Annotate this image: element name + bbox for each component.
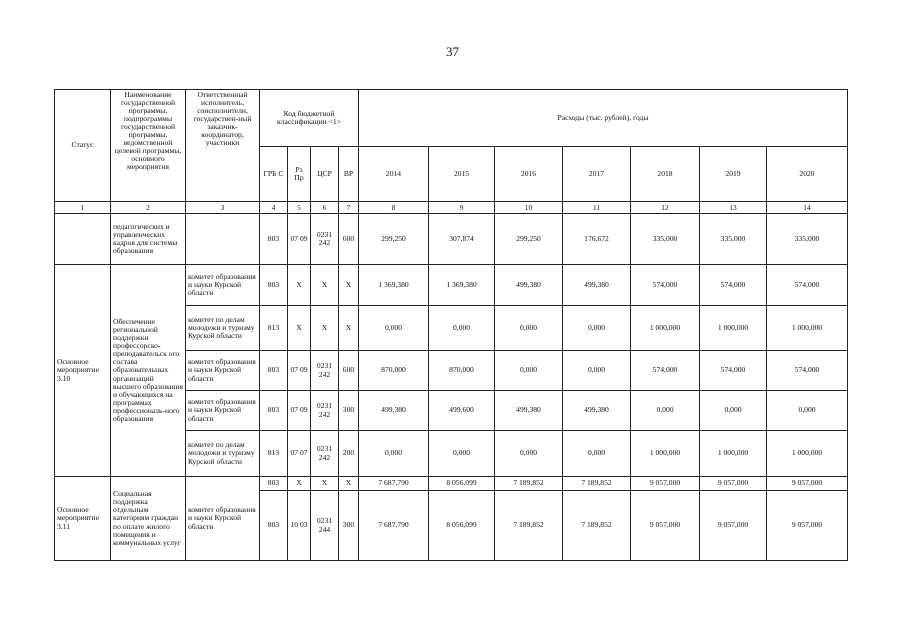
rzpr-cell: Х [288, 477, 311, 491]
header-year: 2014 [359, 147, 429, 202]
column-number: 11 [563, 202, 631, 214]
responsible-cell: комитет по делам молодежи и туризму Курской области [186, 306, 260, 351]
header-csr: ЦСР [311, 147, 339, 202]
value-cell: 7 189,852 [495, 477, 563, 491]
table-row [55, 477, 848, 491]
header-vr: ВР [339, 147, 359, 202]
vr-cell: 300 [339, 491, 359, 561]
value-cell: 0,000 [495, 306, 563, 351]
table-row [55, 214, 848, 265]
column-number: 6 [311, 202, 339, 214]
header-expenses: Расходы (тыс. рублей), годы [359, 90, 848, 147]
value-cell: 8 056,099 [429, 491, 495, 561]
value-cell: 1 000,000 [631, 431, 700, 477]
value-cell: 7 189,852 [563, 491, 631, 561]
page-number: 37 [446, 44, 459, 59]
responsible-cell: комитет образования и науки Курской области [186, 351, 260, 391]
vr-cell: 200 [339, 431, 359, 477]
value-cell: 499,600 [429, 391, 495, 431]
value-cell: 870,000 [429, 351, 495, 391]
vr-cell: 600 [339, 351, 359, 391]
value-cell: 7 687,790 [359, 491, 429, 561]
column-number: 5 [288, 202, 311, 214]
value-cell: 0,000 [359, 306, 429, 351]
name-cell: Обеспечение региональной поддержки профессорско-преподавательск ого состава образовательных организаций высшего образования и обучающихся на программах профессиональ-ного образования [111, 265, 186, 477]
value-cell: 574,000 [767, 265, 848, 306]
value-cell: 0,000 [429, 306, 495, 351]
value-cell: 7 189,852 [495, 491, 563, 561]
column-number: 12 [631, 202, 700, 214]
value-cell: 0,000 [495, 351, 563, 391]
value-cell: 0,000 [700, 391, 767, 431]
value-cell: 0,000 [767, 391, 848, 431]
responsible-cell: комитет образования и науки Курской области [186, 391, 260, 431]
vr-cell: 300 [339, 391, 359, 431]
value-cell: 0,000 [631, 391, 700, 431]
vr-cell: Х [339, 306, 359, 351]
value-cell: 499,380 [359, 391, 429, 431]
column-number: 13 [700, 202, 767, 214]
value-cell: 574,000 [631, 265, 700, 306]
csr-cell: Х [311, 477, 339, 491]
value-cell: 299,250 [495, 214, 563, 265]
value-cell: 499,380 [495, 265, 563, 306]
grbs-cell: 803 [260, 214, 288, 265]
value-cell: 870,000 [359, 351, 429, 391]
grbs-cell: 803 [260, 351, 288, 391]
grbs-cell: 803 [260, 265, 288, 306]
value-cell: 9 057,000 [767, 491, 848, 561]
value-cell: 0,000 [563, 306, 631, 351]
column-number: 8 [359, 202, 429, 214]
value-cell: 307,874 [429, 214, 495, 265]
value-cell: 9 057,000 [631, 477, 700, 491]
budget-table [54, 89, 848, 561]
header-status: Статус [55, 90, 111, 202]
status-cell [55, 214, 111, 265]
header-year: 2017 [563, 147, 631, 202]
vr-cell: 600 [339, 214, 359, 265]
value-cell: 1 369,380 [359, 265, 429, 306]
value-cell: 499,380 [563, 391, 631, 431]
grbs-cell: 813 [260, 431, 288, 477]
rzpr-cell: 07 07 [288, 431, 311, 477]
vr-cell: Х [339, 265, 359, 306]
column-number: 3 [186, 202, 260, 214]
responsible-cell [186, 214, 260, 265]
value-cell: 499,380 [563, 265, 631, 306]
header-budget-code: Код бюджетной классификации <1> [260, 90, 359, 147]
header-year: 2015 [429, 147, 495, 202]
column-number: 1 [55, 202, 111, 214]
value-cell: 574,000 [631, 351, 700, 391]
value-cell: 499,380 [495, 391, 563, 431]
table-row [55, 265, 848, 306]
vr-cell: Х [339, 477, 359, 491]
value-cell: 574,000 [767, 351, 848, 391]
value-cell: 574,000 [700, 351, 767, 391]
grbs-cell: 813 [260, 306, 288, 351]
value-cell: 299,250 [359, 214, 429, 265]
column-number: 2 [111, 202, 186, 214]
status-cell: Основное мероприятие 3.11 [55, 477, 111, 561]
value-cell: 0,000 [359, 431, 429, 477]
header-rzpr: Рз Пр [288, 147, 311, 202]
rzpr-cell: 10 03 [288, 491, 311, 561]
column-number: 14 [767, 202, 848, 214]
rzpr-cell: Х [288, 306, 311, 351]
column-number: 4 [260, 202, 288, 214]
value-cell: 176,672 [563, 214, 631, 265]
header-year: 2016 [495, 147, 563, 202]
value-cell: 1 369,380 [429, 265, 495, 306]
value-cell: 1 000,000 [700, 431, 767, 477]
value-cell: 1 000,000 [767, 306, 848, 351]
value-cell: 9 057,000 [700, 491, 767, 561]
header-year: 2018 [631, 147, 700, 202]
value-cell: 9 057,000 [631, 491, 700, 561]
csr-cell: 0231 242 [311, 431, 339, 477]
rzpr-cell: 07 09 [288, 391, 311, 431]
value-cell: 1 000,000 [631, 306, 700, 351]
grbs-cell: 803 [260, 391, 288, 431]
name-cell: педагогических и управленческих кадров для системы образования [111, 214, 186, 265]
header-year: 2020 [767, 147, 848, 202]
value-cell: 1 000,000 [700, 306, 767, 351]
csr-cell: Х [311, 265, 339, 306]
value-cell: 0,000 [563, 431, 631, 477]
value-cell: 8 056,099 [429, 477, 495, 491]
value-cell: 0,000 [429, 431, 495, 477]
value-cell: 9 057,000 [767, 477, 848, 491]
column-number: 10 [495, 202, 563, 214]
responsible-cell: комитет по делам молодежи и туризму Курской области [186, 431, 260, 477]
csr-cell: 0231 242 [311, 391, 339, 431]
rzpr-cell: 07 09 [288, 351, 311, 391]
header-row [55, 90, 848, 147]
value-cell: 9 057,000 [700, 477, 767, 491]
status-cell: Основное мероприятие 3.10 [55, 265, 111, 477]
csr-cell: 0231 244 [311, 491, 339, 561]
value-cell: 0,000 [563, 351, 631, 391]
header-name: Наименование государственной программы, подпрограммы государственной программы, ведомственной целевой программы, основного мероприятия [111, 90, 186, 202]
value-cell: 1 000,000 [767, 431, 848, 477]
value-cell: 335,000 [631, 214, 700, 265]
responsible-cell: комитет образования и науки Курской области [186, 265, 260, 306]
column-number-row [55, 202, 848, 214]
value-cell: 335,000 [767, 214, 848, 265]
column-number: 7 [339, 202, 359, 214]
column-number: 9 [429, 202, 495, 214]
header-responsible: Ответственный исполнитель, соисполнители, государствен-ный заказчик-координатор, участники [186, 90, 260, 202]
value-cell: 7 189,852 [563, 477, 631, 491]
header-grbs: ГРБ С [260, 147, 288, 202]
grbs-cell: 803 [260, 477, 288, 491]
header-year: 2019 [700, 147, 767, 202]
value-cell: 335,000 [700, 214, 767, 265]
csr-cell: 0231 242 [311, 214, 339, 265]
grbs-cell: 803 [260, 491, 288, 561]
rzpr-cell: 07 09 [288, 214, 311, 265]
csr-cell: 0231 242 [311, 351, 339, 391]
value-cell: 574,000 [700, 265, 767, 306]
rzpr-cell: Х [288, 265, 311, 306]
value-cell: 0,000 [495, 431, 563, 477]
csr-cell: Х [311, 306, 339, 351]
name-cell: Социальная поддержка отдельным категориям граждан по оплате жилого помещения и коммунальных услуг [111, 477, 186, 561]
value-cell: 7 687,790 [359, 477, 429, 491]
responsible-cell: комитет образования и науки Курской области [186, 477, 260, 561]
